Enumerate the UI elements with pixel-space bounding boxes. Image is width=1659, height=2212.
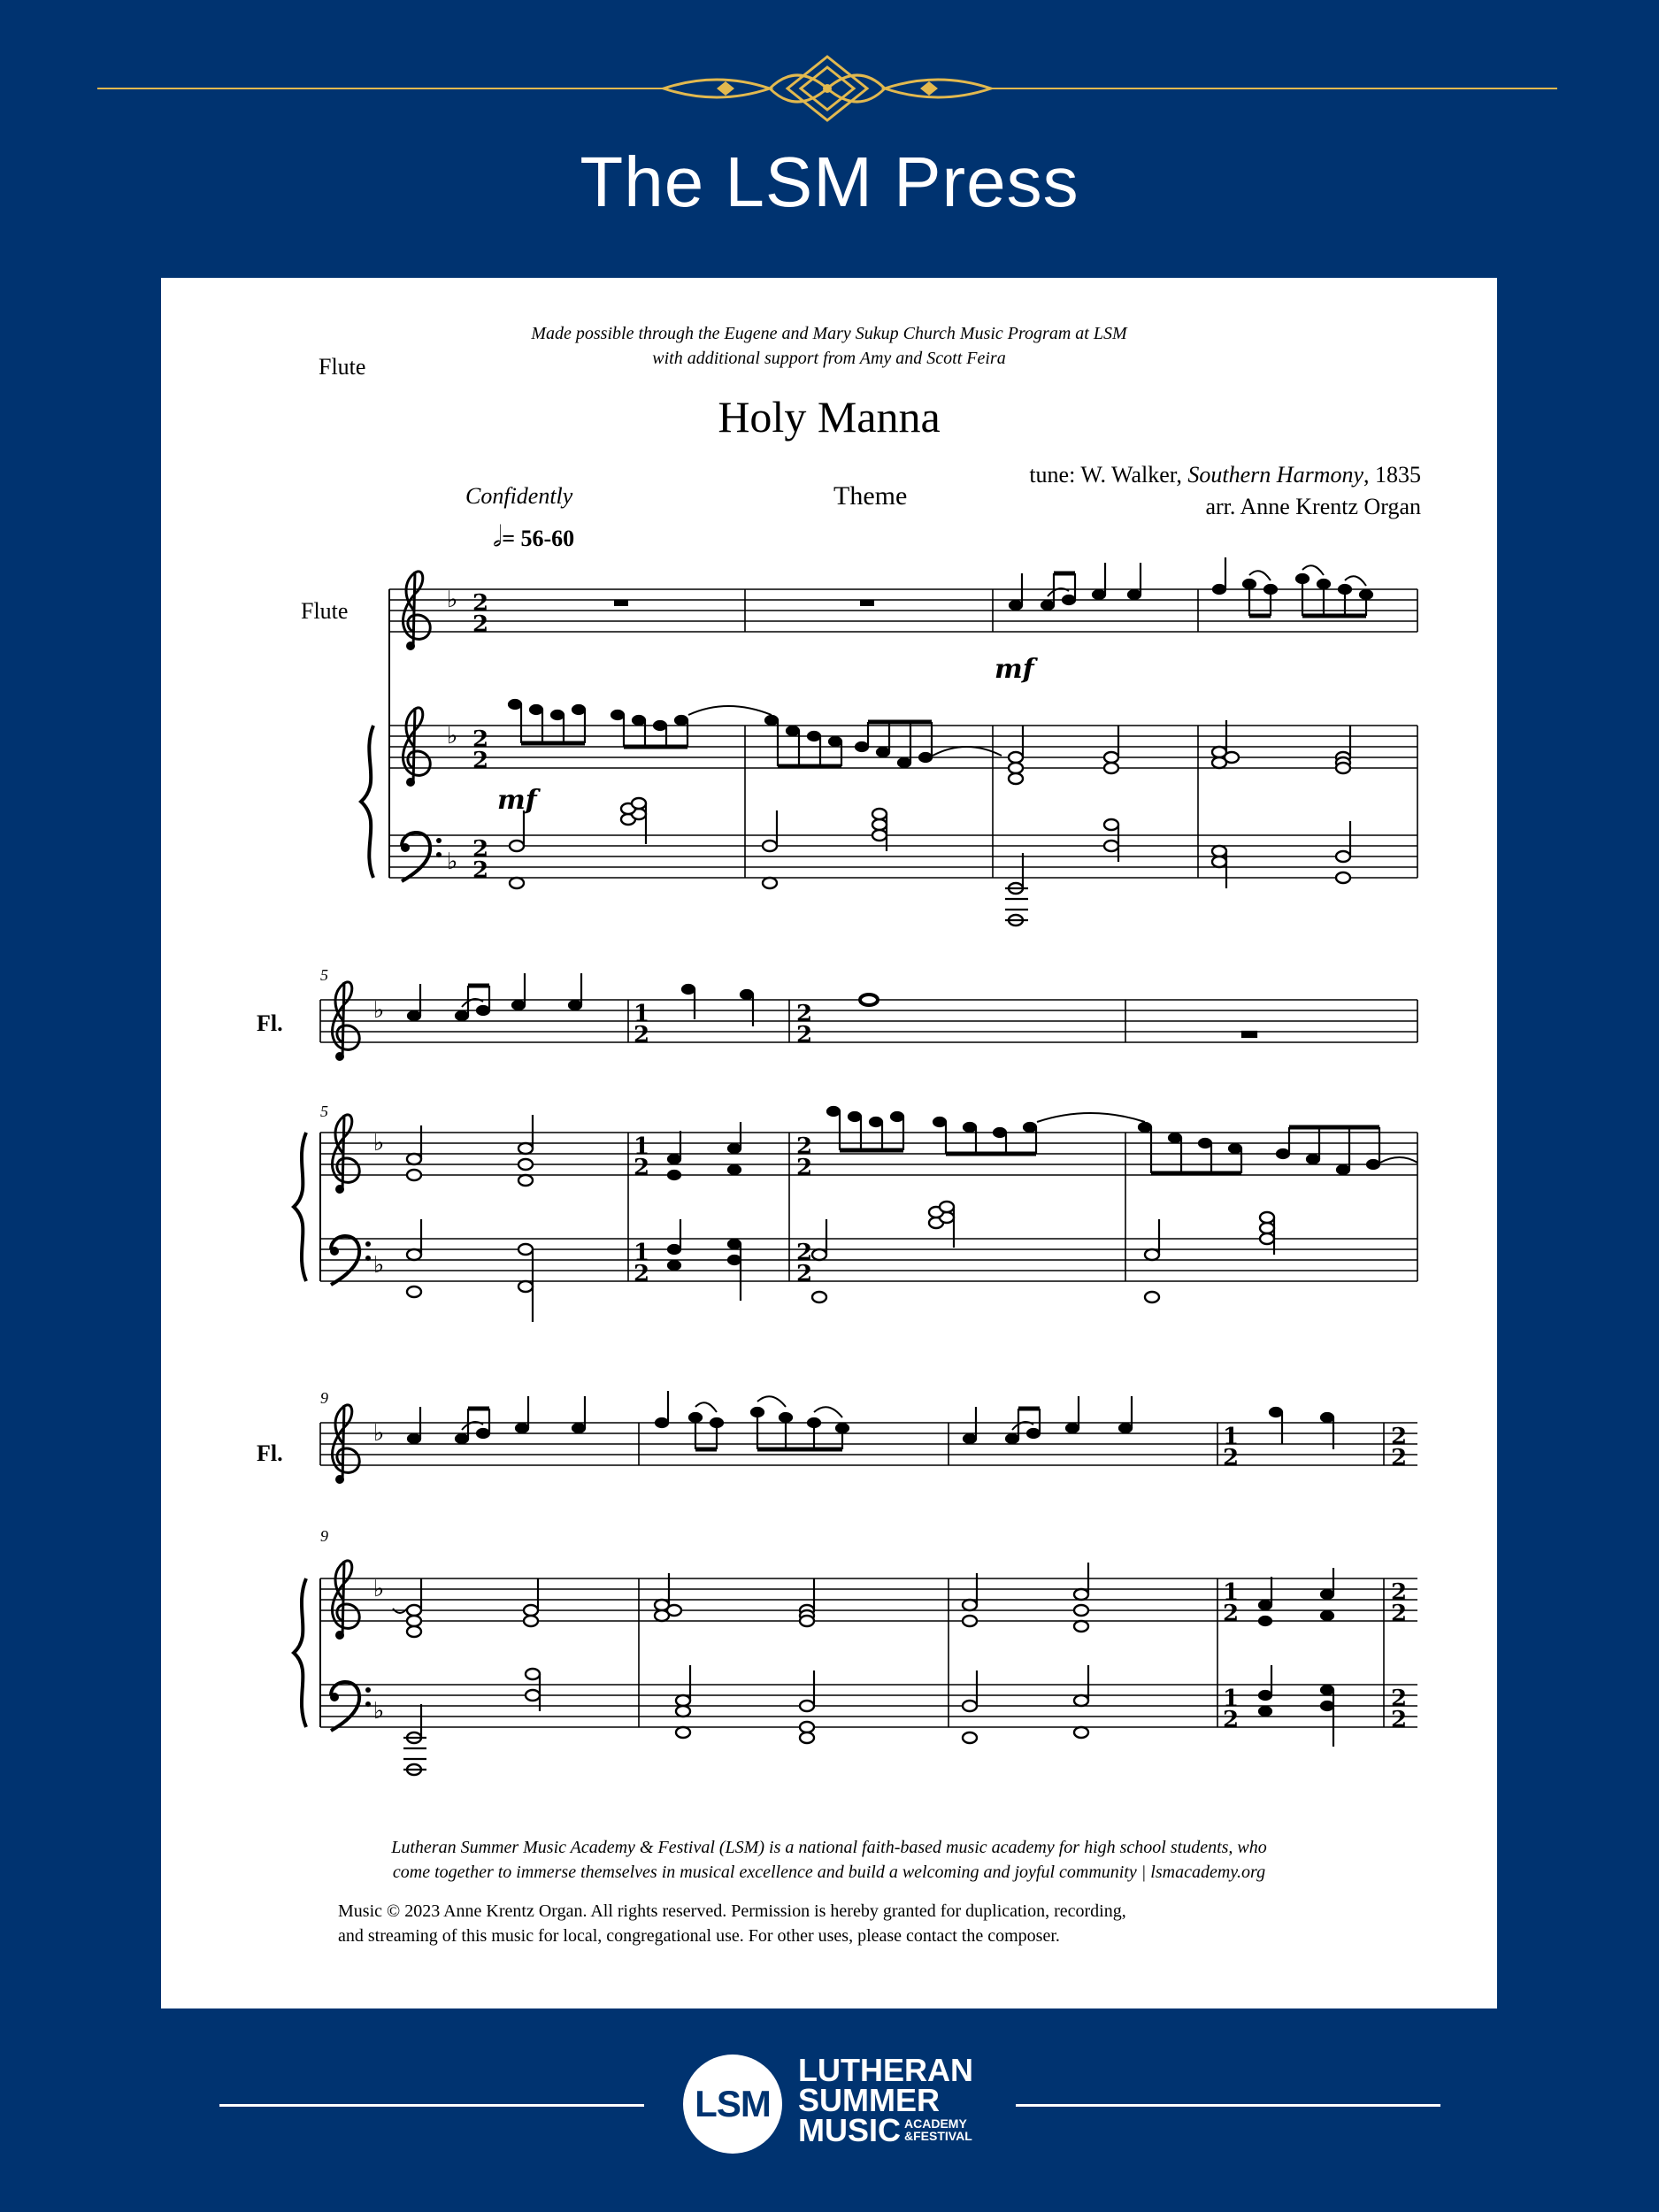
lsm-logo-mark[interactable]: LSM <box>683 2055 782 2154</box>
footer-rule-left <box>219 2104 644 2107</box>
measure-number-5: 5 <box>320 966 328 984</box>
svg-text:2: 2 <box>1223 1445 1240 1471</box>
logo-word-3: MUSIC <box>798 2112 901 2148</box>
logo-word-2: SUMMER <box>798 2082 940 2118</box>
academy-note-2: come together to immerse themselves in musical excellence and build a welcoming and joyful community | lsmacademy.org <box>392 1863 1266 1882</box>
logo-small-1: ACADEMY <box>904 2116 967 2131</box>
svg-text:1: 1 <box>634 1001 650 1027</box>
svg-text:2: 2 <box>1223 1707 1240 1733</box>
svg-text:♭: ♭ <box>373 1576 385 1602</box>
tempo-word: Confidently <box>465 483 573 509</box>
academy-note-1: Lutheran Summer Music Academy & Festival (LSM) is a national faith-based music academy for high school students, who <box>391 1838 1267 1857</box>
part-name: Flute <box>319 354 366 380</box>
svg-text:♭: ♭ <box>373 997 385 1024</box>
tempo-value: = 56-60 <box>502 526 575 551</box>
svg-text:2: 2 <box>472 590 489 617</box>
music-score <box>161 278 1497 2008</box>
svg-text:2: 2 <box>634 1155 650 1181</box>
tune-prefix: tune: W. Walker, <box>1029 462 1188 488</box>
svg-text:2: 2 <box>472 857 489 884</box>
svg-text:2: 2 <box>634 1261 650 1287</box>
svg-text:♭: ♭ <box>373 1130 385 1156</box>
svg-text:2: 2 <box>796 1133 813 1160</box>
svg-text:1: 1 <box>634 1133 650 1160</box>
staff-label-flute: Flute <box>301 598 349 624</box>
svg-text:2: 2 <box>1391 1707 1408 1733</box>
svg-text:2: 2 <box>472 748 489 774</box>
song-title: Holy Manna <box>718 392 941 442</box>
press-title: The LSM Press <box>580 142 1079 221</box>
svg-text:1: 1 <box>634 1240 650 1266</box>
svg-text:2: 2 <box>1223 1601 1240 1627</box>
svg-text:2: 2 <box>1391 1579 1408 1606</box>
svg-text:♭: ♭ <box>447 849 458 875</box>
svg-text:2: 2 <box>796 1155 813 1181</box>
svg-text:♭: ♭ <box>447 723 458 749</box>
svg-text:2: 2 <box>796 1022 813 1048</box>
lsm-logo-wordmark[interactable] <box>798 2052 973 2148</box>
copyright-note-1: Music © 2023 Anne Krentz Organ. All rights reserved. Permission is hereby granted for duplication, recording, <box>338 1901 1126 1921</box>
logo-small-2: &FESTIVAL <box>904 2129 972 2143</box>
credit-line-2: with additional support from Amy and Scott Feira <box>652 349 1006 368</box>
svg-text:2: 2 <box>472 836 489 863</box>
svg-text:2: 2 <box>1391 1445 1408 1471</box>
svg-text:2: 2 <box>796 1261 813 1287</box>
staff-label-fl-2: Fl. <box>257 1440 283 1466</box>
system-3 <box>294 1391 1417 1775</box>
measure-number-5-piano: 5 <box>320 1102 328 1120</box>
svg-text:2: 2 <box>796 1001 813 1027</box>
dynamic-mark-flute: mf <box>995 654 1034 685</box>
arranger-credit: arr. Anne Krentz Organ <box>1205 494 1421 519</box>
copyright-note-2: and streaming of this music for local, congregational use. For other uses, please contact the composer. <box>338 1926 1060 1946</box>
measure-number-9: 9 <box>320 1389 328 1407</box>
svg-text:2: 2 <box>1391 1424 1408 1450</box>
system-2 <box>294 973 1417 1322</box>
svg-text:♭: ♭ <box>447 587 458 613</box>
svg-text:2: 2 <box>472 611 489 638</box>
half-note-icon: 𝅗𝅥 <box>493 520 503 552</box>
footer-rule-right <box>1016 2104 1440 2107</box>
svg-text:♭: ♭ <box>373 1698 385 1724</box>
svg-text:1: 1 <box>1223 1686 1240 1712</box>
section-label: Theme <box>833 481 908 511</box>
staff-label-fl-1: Fl. <box>257 1010 283 1036</box>
credit-line-1: Made possible through the Eugene and Mary Sukup Church Music Program at LSM <box>531 324 1127 343</box>
svg-text:2: 2 <box>796 1240 813 1266</box>
system-1 <box>361 557 1417 926</box>
logo-word-1: LUTHERAN <box>798 2052 973 2088</box>
svg-text:♭: ♭ <box>373 1252 385 1279</box>
tune-source: Southern Harmony <box>1187 462 1363 488</box>
measure-number-9-piano: 9 <box>320 1527 328 1545</box>
svg-text:2: 2 <box>634 1022 650 1048</box>
svg-text:♭: ♭ <box>373 1420 385 1447</box>
sheet-music-page <box>161 278 1497 2008</box>
svg-text:2: 2 <box>472 726 489 753</box>
header-ornament <box>97 53 1557 124</box>
svg-text:2: 2 <box>1391 1686 1408 1712</box>
tune-year: , 1835 <box>1363 462 1421 488</box>
svg-text:1: 1 <box>1223 1579 1240 1606</box>
svg-text:2: 2 <box>1391 1601 1408 1627</box>
svg-text:1: 1 <box>1223 1424 1240 1450</box>
dynamic-mark-piano: mf <box>497 785 537 816</box>
